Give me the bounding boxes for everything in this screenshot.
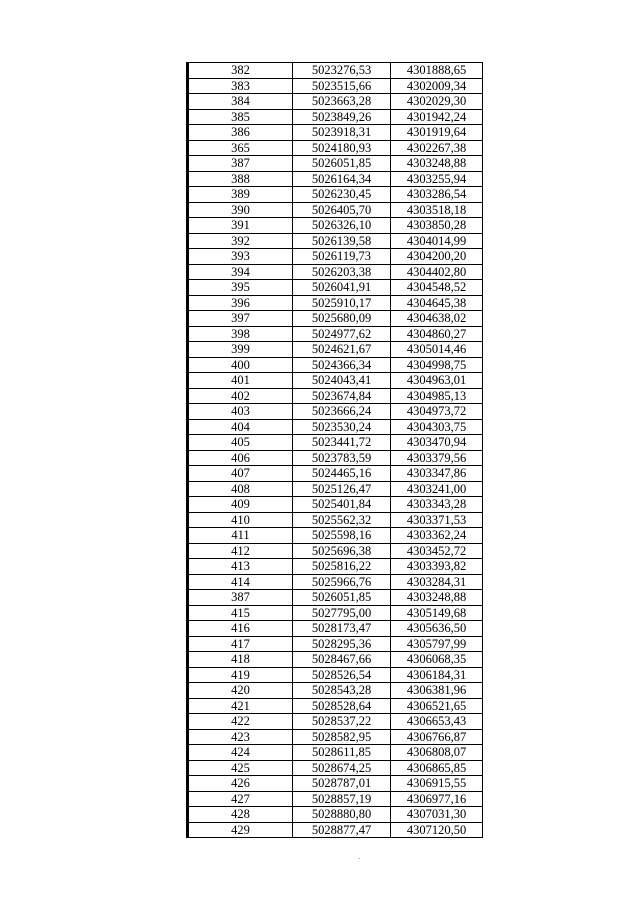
point-number-cell: 402	[188, 388, 293, 404]
table-row	[188, 729, 483, 745]
point-number-cell: 417	[188, 636, 293, 652]
x-coordinate-cell: 5026326,10	[293, 218, 391, 234]
point-number-cell: 415	[188, 605, 293, 621]
table-row	[188, 218, 483, 234]
y-coordinate-cell: 4304973,72	[391, 404, 483, 420]
point-number-cell: 404	[188, 419, 293, 435]
point-number-cell: 387	[188, 590, 293, 606]
point-number-cell: 412	[188, 543, 293, 559]
x-coordinate-cell: 5028857,19	[293, 791, 391, 807]
table-row	[188, 156, 483, 172]
y-coordinate-cell: 4306068,35	[391, 652, 483, 668]
point-number-cell: 399	[188, 342, 293, 358]
coordinates-table-body	[188, 63, 483, 838]
point-number-cell: 401	[188, 373, 293, 389]
x-coordinate-cell: 5025966,76	[293, 574, 391, 590]
x-coordinate-cell: 5025696,38	[293, 543, 391, 559]
x-coordinate-cell: 5023663,28	[293, 94, 391, 110]
y-coordinate-cell: 4302267,38	[391, 140, 483, 156]
x-coordinate-cell: 5024180,93	[293, 140, 391, 156]
point-number-cell: 423	[188, 729, 293, 745]
point-number-cell: 427	[188, 791, 293, 807]
table-row	[188, 249, 483, 265]
table-row	[188, 140, 483, 156]
point-number-cell: 387	[188, 156, 293, 172]
table-row	[188, 78, 483, 94]
point-number-cell: 424	[188, 745, 293, 761]
x-coordinate-cell: 5028467,66	[293, 652, 391, 668]
point-number-cell: 425	[188, 760, 293, 776]
table-row	[188, 590, 483, 606]
x-coordinate-cell: 5026203,38	[293, 264, 391, 280]
point-number-cell: 400	[188, 357, 293, 373]
x-coordinate-cell: 5024465,16	[293, 466, 391, 482]
x-coordinate-cell: 5026051,85	[293, 156, 391, 172]
x-coordinate-cell: 5028582,95	[293, 729, 391, 745]
x-coordinate-cell: 5028611,85	[293, 745, 391, 761]
y-coordinate-cell: 4304998,75	[391, 357, 483, 373]
x-coordinate-cell: 5025598,16	[293, 528, 391, 544]
x-coordinate-cell: 5025910,17	[293, 295, 391, 311]
y-coordinate-cell: 4303362,24	[391, 528, 483, 544]
y-coordinate-cell: 4303518,18	[391, 202, 483, 218]
table-row	[188, 171, 483, 187]
x-coordinate-cell: 5026405,70	[293, 202, 391, 218]
y-coordinate-cell: 4306521,65	[391, 698, 483, 714]
y-coordinate-cell: 4304303,75	[391, 419, 483, 435]
point-number-cell: 413	[188, 559, 293, 575]
table-row	[188, 63, 483, 79]
y-coordinate-cell: 4305149,68	[391, 605, 483, 621]
x-coordinate-cell: 5028537,22	[293, 714, 391, 730]
y-coordinate-cell: 4303452,72	[391, 543, 483, 559]
table-row	[188, 745, 483, 761]
x-coordinate-cell: 5023441,72	[293, 435, 391, 451]
x-coordinate-cell: 5023849,26	[293, 109, 391, 125]
y-coordinate-cell: 4306184,31	[391, 667, 483, 683]
x-coordinate-cell: 5028674,25	[293, 760, 391, 776]
table-row	[188, 683, 483, 699]
point-number-cell: 407	[188, 466, 293, 482]
table-row	[188, 202, 483, 218]
point-number-cell: 421	[188, 698, 293, 714]
x-coordinate-cell: 5025816,22	[293, 559, 391, 575]
y-coordinate-cell: 4303255,94	[391, 171, 483, 187]
point-number-cell: 365	[188, 140, 293, 156]
table-row	[188, 481, 483, 497]
table-row	[188, 822, 483, 838]
y-coordinate-cell: 4304645,38	[391, 295, 483, 311]
point-number-cell: 422	[188, 714, 293, 730]
y-coordinate-cell: 4304200,20	[391, 249, 483, 265]
x-coordinate-cell: 5026119,73	[293, 249, 391, 265]
table-row	[188, 776, 483, 792]
table-row	[188, 791, 483, 807]
y-coordinate-cell: 4301888,65	[391, 63, 483, 79]
x-coordinate-cell: 5028880,80	[293, 807, 391, 823]
y-coordinate-cell: 4305636,50	[391, 621, 483, 637]
x-coordinate-cell: 5028526,54	[293, 667, 391, 683]
point-number-cell: 391	[188, 218, 293, 234]
point-number-cell: 408	[188, 481, 293, 497]
x-coordinate-cell: 5026051,85	[293, 590, 391, 606]
y-coordinate-cell: 4304860,27	[391, 326, 483, 342]
y-coordinate-cell: 4306381,96	[391, 683, 483, 699]
x-coordinate-cell: 5023918,31	[293, 125, 391, 141]
x-coordinate-cell: 5023783,59	[293, 450, 391, 466]
x-coordinate-cell: 5023666,24	[293, 404, 391, 420]
table-row	[188, 636, 483, 652]
table-row	[188, 667, 483, 683]
table-row	[188, 605, 483, 621]
x-coordinate-cell: 5025401,84	[293, 497, 391, 513]
x-coordinate-cell: 5024366,34	[293, 357, 391, 373]
y-coordinate-cell: 4306915,55	[391, 776, 483, 792]
table-row	[188, 543, 483, 559]
point-number-cell: 397	[188, 311, 293, 327]
point-number-cell: 393	[188, 249, 293, 265]
table-row	[188, 528, 483, 544]
point-number-cell: 384	[188, 94, 293, 110]
y-coordinate-cell: 4306977,16	[391, 791, 483, 807]
y-coordinate-cell: 4306653,43	[391, 714, 483, 730]
coordinates-table	[186, 62, 483, 838]
x-coordinate-cell: 5028543,28	[293, 683, 391, 699]
point-number-cell: 429	[188, 822, 293, 838]
y-coordinate-cell: 4304638,02	[391, 311, 483, 327]
point-number-cell: 416	[188, 621, 293, 637]
point-number-cell: 410	[188, 512, 293, 528]
x-coordinate-cell: 5028528,64	[293, 698, 391, 714]
point-number-cell: 398	[188, 326, 293, 342]
y-coordinate-cell: 4305014,46	[391, 342, 483, 358]
x-coordinate-cell: 5024043,41	[293, 373, 391, 389]
table-row	[188, 574, 483, 590]
y-coordinate-cell: 4301919,64	[391, 125, 483, 141]
y-coordinate-cell: 4304402,80	[391, 264, 483, 280]
point-number-cell: 388	[188, 171, 293, 187]
point-number-cell: 386	[188, 125, 293, 141]
point-number-cell: 389	[188, 187, 293, 203]
y-coordinate-cell: 4304014,99	[391, 233, 483, 249]
table-row	[188, 714, 483, 730]
table-row	[188, 698, 483, 714]
table-row	[188, 109, 483, 125]
table-row	[188, 419, 483, 435]
table-row	[188, 559, 483, 575]
table-row	[188, 388, 483, 404]
y-coordinate-cell: 4304548,52	[391, 280, 483, 296]
y-coordinate-cell: 4302009,34	[391, 78, 483, 94]
y-coordinate-cell: 4306766,87	[391, 729, 483, 745]
y-coordinate-cell: 4305797,99	[391, 636, 483, 652]
y-coordinate-cell: 4303241,00	[391, 481, 483, 497]
x-coordinate-cell: 5028295,36	[293, 636, 391, 652]
y-coordinate-cell: 4307120,50	[391, 822, 483, 838]
x-coordinate-cell: 5026139,58	[293, 233, 391, 249]
table-row	[188, 233, 483, 249]
y-coordinate-cell: 4303248,88	[391, 156, 483, 172]
x-coordinate-cell: 5024977,62	[293, 326, 391, 342]
table-row	[188, 357, 483, 373]
point-number-cell: 428	[188, 807, 293, 823]
x-coordinate-cell: 5023674,84	[293, 388, 391, 404]
y-coordinate-cell: 4301942,24	[391, 109, 483, 125]
x-coordinate-cell: 5027795,00	[293, 605, 391, 621]
point-number-cell: 411	[188, 528, 293, 544]
y-coordinate-cell: 4303393,82	[391, 559, 483, 575]
y-coordinate-cell: 4303286,54	[391, 187, 483, 203]
point-number-cell: 405	[188, 435, 293, 451]
x-coordinate-cell: 5026230,45	[293, 187, 391, 203]
table-row	[188, 264, 483, 280]
point-number-cell: 420	[188, 683, 293, 699]
table-row	[188, 621, 483, 637]
point-number-cell: 418	[188, 652, 293, 668]
x-coordinate-cell: 5025126,47	[293, 481, 391, 497]
y-coordinate-cell: 4306865,85	[391, 760, 483, 776]
point-number-cell: 395	[188, 280, 293, 296]
point-number-cell: 394	[188, 264, 293, 280]
table-row	[188, 280, 483, 296]
x-coordinate-cell: 5023515,66	[293, 78, 391, 94]
y-coordinate-cell: 4304985,13	[391, 388, 483, 404]
x-coordinate-cell: 5028877,47	[293, 822, 391, 838]
table-row	[188, 125, 483, 141]
table-row	[188, 404, 483, 420]
x-coordinate-cell: 5028787,01	[293, 776, 391, 792]
table-row	[188, 311, 483, 327]
table-row	[188, 342, 483, 358]
table-row	[188, 435, 483, 451]
x-coordinate-cell: 5025562,32	[293, 512, 391, 528]
y-coordinate-cell: 4303379,56	[391, 450, 483, 466]
y-coordinate-cell: 4303850,28	[391, 218, 483, 234]
x-coordinate-cell: 5028173,47	[293, 621, 391, 637]
point-number-cell: 392	[188, 233, 293, 249]
page-speck	[358, 858, 360, 859]
point-number-cell: 382	[188, 63, 293, 79]
x-coordinate-cell: 5024621,67	[293, 342, 391, 358]
point-number-cell: 403	[188, 404, 293, 420]
table-row	[188, 807, 483, 823]
y-coordinate-cell: 4302029,30	[391, 94, 483, 110]
x-coordinate-cell: 5026164,34	[293, 171, 391, 187]
x-coordinate-cell: 5026041,91	[293, 280, 391, 296]
table-row	[188, 450, 483, 466]
y-coordinate-cell: 4303284,31	[391, 574, 483, 590]
point-number-cell: 426	[188, 776, 293, 792]
x-coordinate-cell: 5025680,09	[293, 311, 391, 327]
table-row	[188, 497, 483, 513]
y-coordinate-cell: 4304963,01	[391, 373, 483, 389]
x-coordinate-cell: 5023530,24	[293, 419, 391, 435]
point-number-cell: 414	[188, 574, 293, 590]
table-row	[188, 466, 483, 482]
table-row	[188, 373, 483, 389]
table-row	[188, 652, 483, 668]
point-number-cell: 396	[188, 295, 293, 311]
point-number-cell: 385	[188, 109, 293, 125]
y-coordinate-cell: 4306808,07	[391, 745, 483, 761]
x-coordinate-cell: 5023276,53	[293, 63, 391, 79]
y-coordinate-cell: 4303371,53	[391, 512, 483, 528]
point-number-cell: 419	[188, 667, 293, 683]
table-row	[188, 512, 483, 528]
table-row	[188, 187, 483, 203]
y-coordinate-cell: 4303248,88	[391, 590, 483, 606]
y-coordinate-cell: 4303343,28	[391, 497, 483, 513]
table-row	[188, 326, 483, 342]
table-row	[188, 94, 483, 110]
point-number-cell: 390	[188, 202, 293, 218]
y-coordinate-cell: 4303470,94	[391, 435, 483, 451]
point-number-cell: 383	[188, 78, 293, 94]
table-row	[188, 760, 483, 776]
point-number-cell: 409	[188, 497, 293, 513]
y-coordinate-cell: 4307031,30	[391, 807, 483, 823]
table-row	[188, 295, 483, 311]
point-number-cell: 406	[188, 450, 293, 466]
y-coordinate-cell: 4303347,86	[391, 466, 483, 482]
